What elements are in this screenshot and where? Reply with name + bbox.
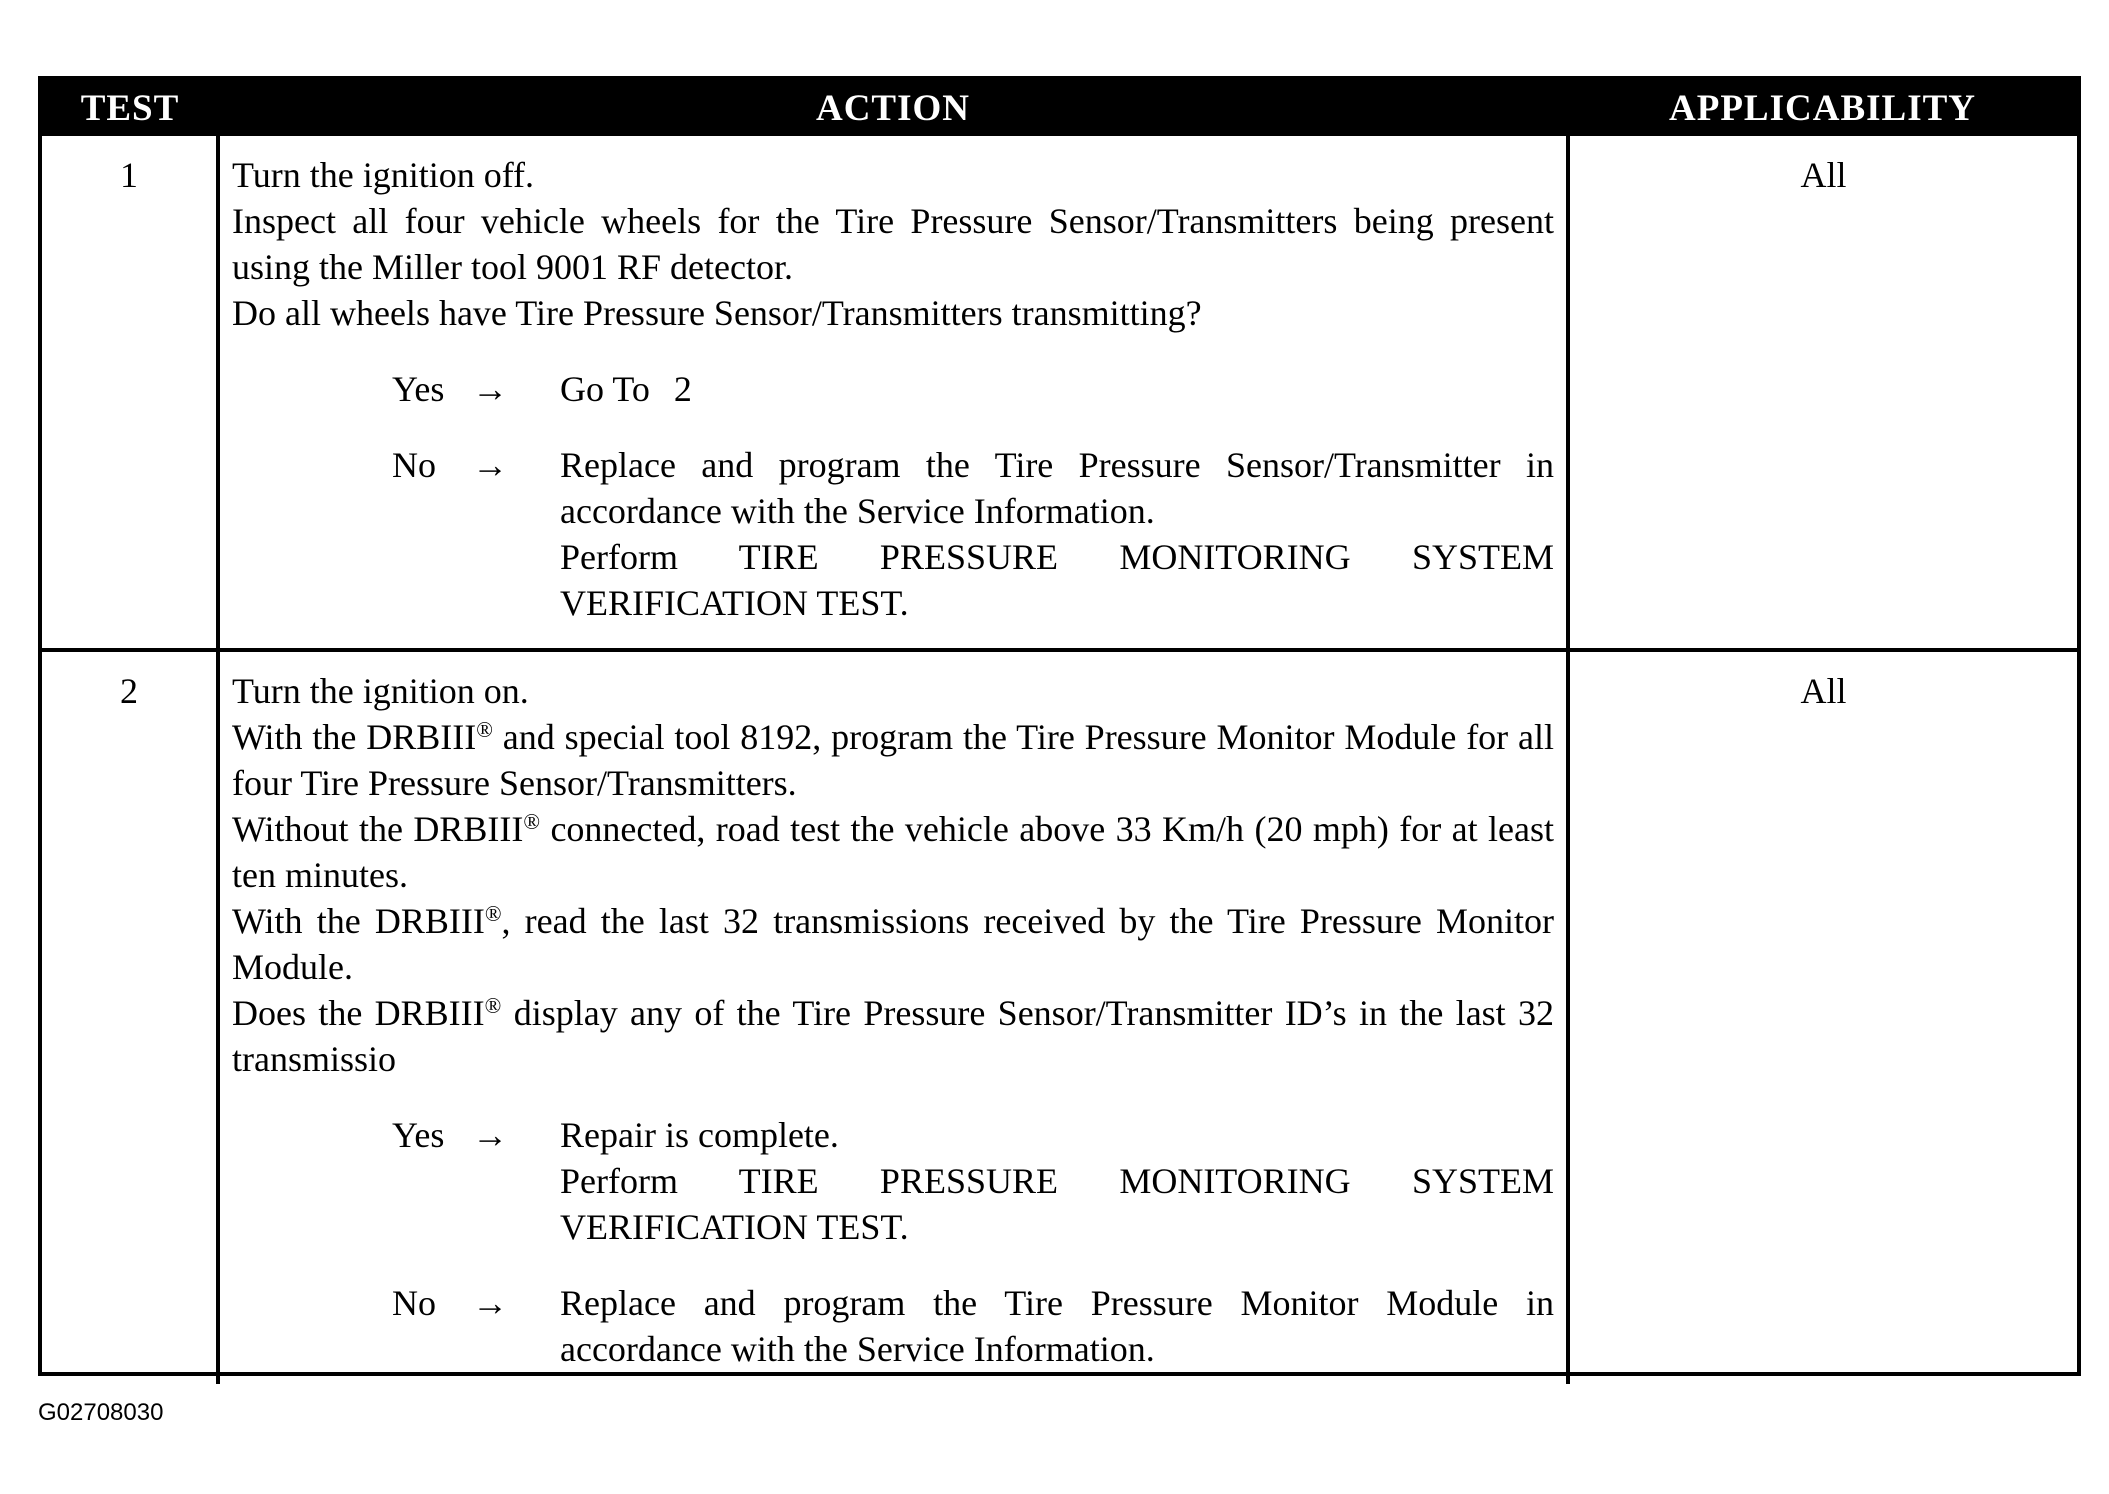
step-text: display any of the Tire Pressure Sensor/Transmitter ID’s in the last 32 transmissio [232, 993, 1555, 1079]
outcome-line: Perform TIRE PRESSURE MONITORING SYSTEM VERIFICATION TEST. [560, 1161, 1554, 1247]
test-number: 1 [120, 155, 138, 195]
outcome-no [392, 1280, 1554, 1372]
action-step: Turn the ignition off. [232, 155, 535, 195]
outcome-yes-label: Yes [392, 369, 445, 409]
outcome-no-body [560, 1280, 1554, 1372]
outcome-yes [392, 366, 1554, 412]
header-test: TEST [42, 80, 218, 136]
right-arrow-icon: → [472, 1115, 508, 1155]
step-text: , read the last 32 transmissions received by the Tire Pressure Monitor Module. [232, 901, 1554, 987]
action-step [232, 898, 1554, 990]
outcome-yes [392, 1112, 1554, 1250]
applicability-value: All [1568, 136, 2077, 650]
goto-label: Go To [560, 369, 650, 409]
action-step: Turn the ignition on. [232, 671, 529, 711]
step-text: special tool 8192, program the Tire Pressure Monitor Module for all four Tire Pressure Sensor/Transmitters. [232, 717, 1554, 803]
step-prefix: With the DRBIII [232, 717, 477, 757]
right-arrow-icon: → [472, 369, 508, 409]
action-cell [218, 136, 1568, 650]
step-text: connected, road test the vehicle above 33 Km/h (20 mph) for at least ten minutes. [232, 809, 1554, 895]
outcome-yes-label: Yes [392, 1115, 445, 1155]
outcome-line: Replace and program the Tire Pressure Sensor/Transmitter in accordance with the Service Information. [560, 445, 1554, 531]
step-infix: and [492, 717, 565, 757]
header-row [42, 80, 2077, 136]
action-step: Inspect all four vehicle wheels for the Tire Pressure Sensor/Transmitters being present using the Miller tool 9001 RF detector. [232, 201, 1554, 287]
right-arrow-icon: → [472, 1283, 508, 1323]
table-row [42, 650, 2077, 1384]
action-step [232, 806, 1554, 898]
figure-id: G02708030 [38, 1399, 164, 1426]
header-action: ACTION [218, 80, 1568, 136]
outcome-no-body [560, 442, 1554, 626]
registered-mark: ® [484, 901, 502, 926]
action-cell [218, 650, 1568, 1384]
registered-mark: ® [523, 809, 541, 834]
outcome-no-label: No [392, 445, 436, 485]
outcome-yes-body [560, 366, 1554, 412]
step-prefix: Does the DRBIII [232, 993, 485, 1033]
registered-mark: ® [484, 993, 502, 1018]
outcome-line: Perform TIRE PRESSURE MONITORING SYSTEM VERIFICATION TEST. [560, 537, 1554, 623]
outcome-yes-body [560, 1112, 1554, 1250]
outcome-no-label: No [392, 1283, 436, 1323]
goto-target: 2 [673, 369, 692, 409]
outcome-no [392, 442, 1554, 626]
applicability-value: All [1568, 650, 2077, 1384]
test-number: 2 [42, 650, 218, 1384]
header-applicability: APPLICABILITY [1568, 80, 2077, 136]
step-prefix: With the DRBIII [232, 901, 485, 941]
outcome-line: Replace and program the Tire Pressure Monitor Module in accordance with the Service Information. [560, 1283, 1554, 1369]
action-step: Do all wheels have Tire Pressure Sensor/Transmitters transmitting? [232, 293, 1202, 333]
action-step [232, 990, 1554, 1082]
diagnostic-test-table [38, 76, 2081, 1376]
registered-mark: ® [476, 717, 493, 742]
right-arrow-icon: → [472, 445, 508, 485]
outcome-line: Repair is complete. [560, 1115, 839, 1155]
step-prefix: Without the DRBIII [232, 809, 524, 849]
test-table [42, 80, 2077, 1384]
table-row [42, 136, 2077, 650]
action-step [232, 714, 1554, 806]
